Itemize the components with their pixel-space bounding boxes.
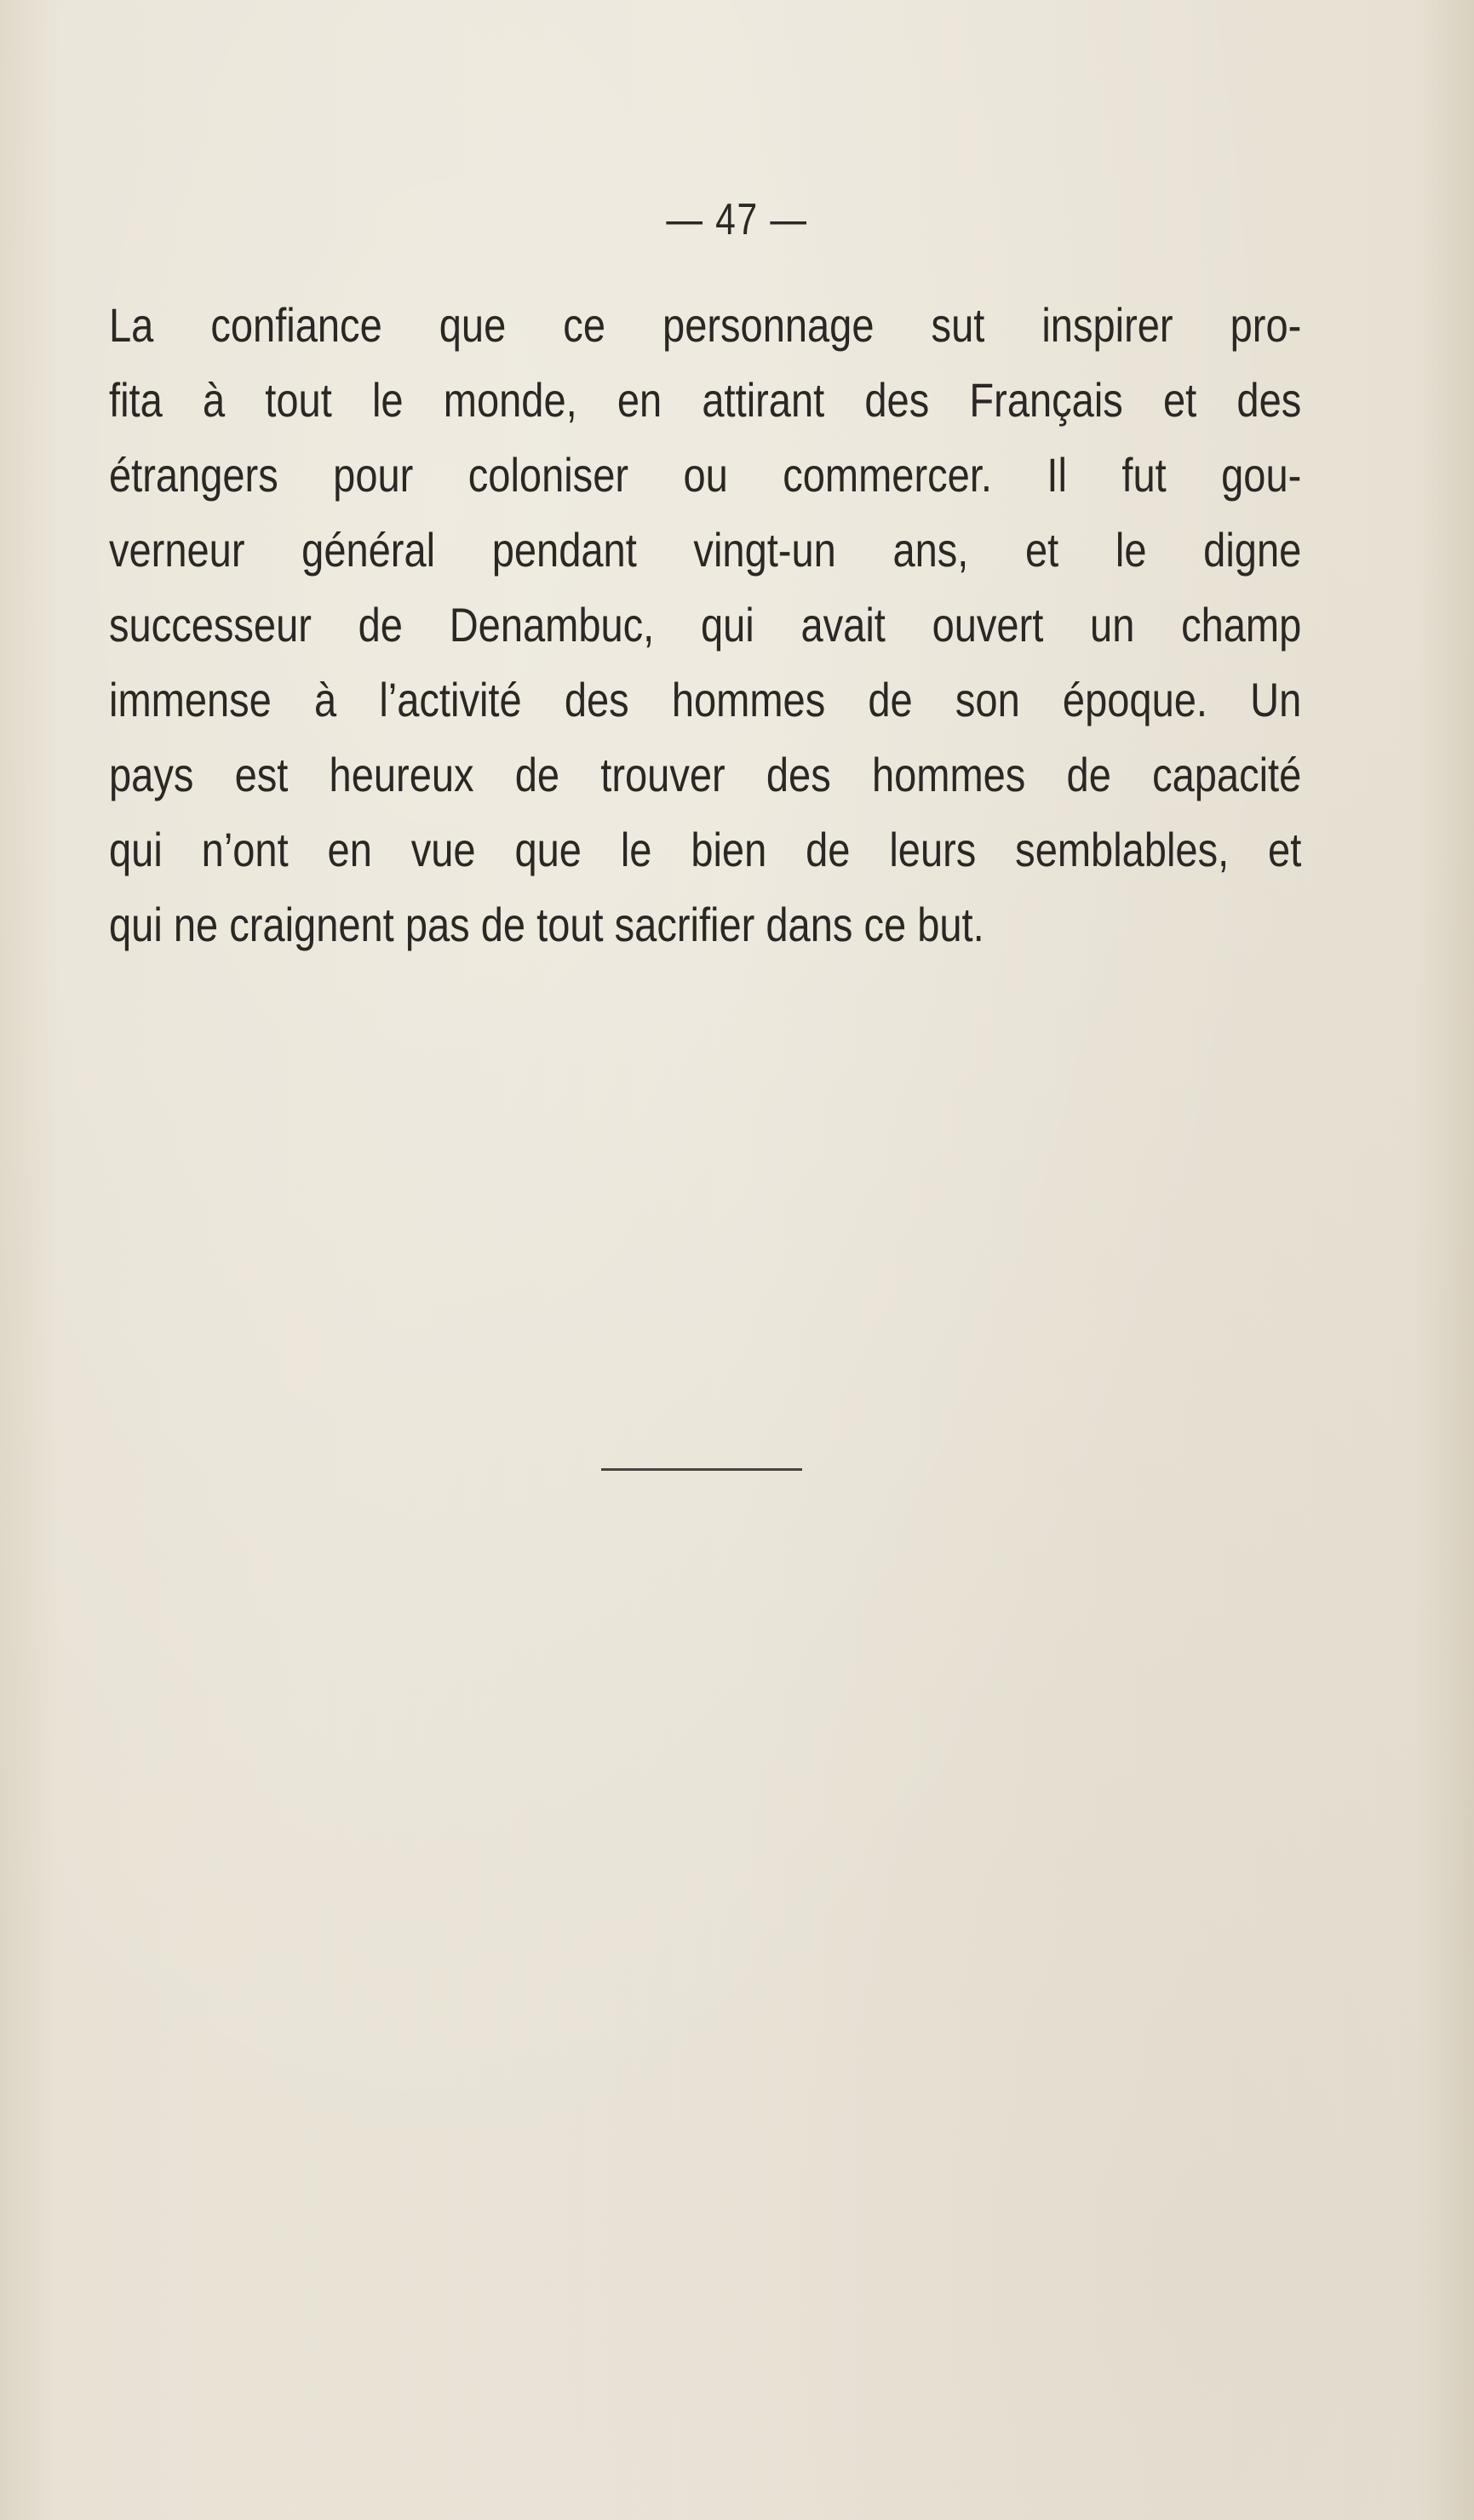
body-paragraph <box>109 288 1301 962</box>
text-line: verneur général pendant vingt-un ans, et le digne <box>109 523 1302 577</box>
section-divider <box>601 1468 802 1471</box>
text-line: La confiance que ce personnage sut inspirer pro- <box>109 298 1302 352</box>
text-line: étrangers pour coloniser ou commercer. Il fut gou- <box>109 448 1302 502</box>
text-line: immense à l’activité des hommes de son époque. Un <box>109 673 1302 726</box>
text-line: fita à tout le monde, en attirant des Français et des <box>109 373 1302 427</box>
text-line: qui n’ont en vue que le bien de leurs semblables, et <box>109 823 1302 876</box>
text-line: pays est heureux de trouver des hommes de capacité <box>109 748 1302 801</box>
text-line: successeur de Denambuc, qui avait ouvert un champ <box>109 598 1302 652</box>
page-number: — 47 — <box>666 195 808 244</box>
text-line: qui ne craignent pas de tout sacrifier dans ce but. <box>109 898 984 951</box>
